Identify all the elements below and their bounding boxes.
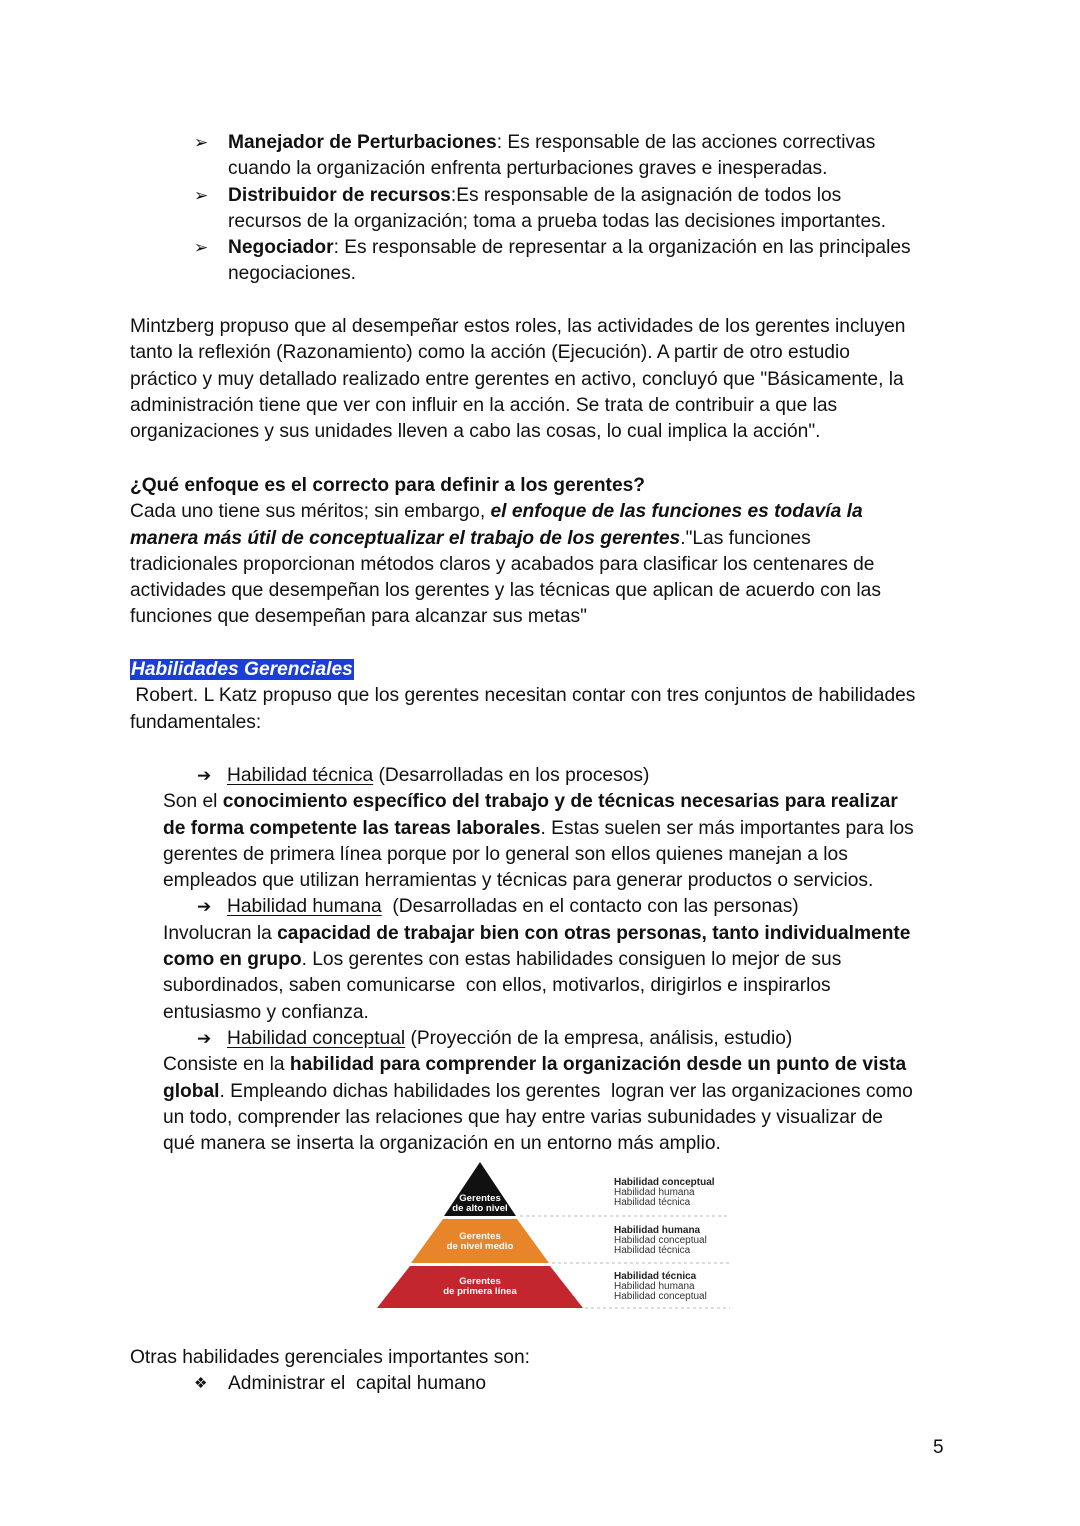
list-item	[130, 235, 980, 288]
plain-text: Consiste en la	[163, 1054, 290, 1076]
role-text: Es responsable de la asignación de todos los	[456, 184, 842, 206]
text-line: Robert. L Katz propuso que los gerentes necesitan contar con tres conjuntos de habilidades	[130, 685, 916, 707]
skill-name: Habilidad técnica	[227, 765, 374, 786]
tier-label: de primera línea	[443, 1286, 517, 1297]
text-line: entusiasmo y confianza.	[163, 1001, 369, 1023]
skill-note: (Desarrolladas en el contacto con las personas)	[381, 896, 799, 918]
text-line: tradicionales proporcionan métodos claros y acabados para clasificar los centenares de	[130, 553, 875, 575]
arrowhead-bullet-icon: ➢	[194, 185, 209, 205]
bold-text: de forma competente las tareas laborales	[163, 817, 541, 839]
arrowhead-bullet-icon: ➢	[194, 133, 209, 152]
text-line: fundamentales:	[130, 711, 262, 733]
text-line: Otras habilidades gerenciales importantes son:	[130, 1347, 530, 1368]
skills-list	[163, 763, 993, 1157]
skill-name: Habilidad humana	[227, 896, 382, 918]
plain-text: ."Las funciones	[680, 527, 811, 549]
text-line	[163, 921, 993, 947]
roles-list	[130, 130, 980, 288]
text-line: actividades que desempeñan los gerentes y las técnicas que aplican de acuerdo con las	[130, 580, 881, 602]
skill-priority-label: Habilidad humana	[614, 1281, 695, 1292]
highlighted-heading: Habilidades Gerenciales	[131, 659, 353, 680]
skill-priority-label: Habilidad conceptual	[614, 1291, 707, 1302]
list-item	[130, 130, 980, 183]
text-line: organizaciones y sus unidades lleven a cabo las cosas, lo cual implica la acción".	[130, 421, 821, 443]
emphasis-text: manera más útil de conceptualizar el trabajo de los gerentes	[130, 527, 681, 549]
text-line: tanto la reflexión (Razonamiento) como la acción (Ejecución). A partir de otro estudio	[130, 342, 850, 364]
text-line	[130, 499, 1000, 525]
plain-text: Involucran la	[163, 922, 278, 944]
role-text: cuando la organización enfrenta perturbaciones graves e inesperadas.	[228, 158, 828, 180]
text-line	[163, 1079, 993, 1105]
role-text: recursos de la organización; toma a prueba todas las decisiones importantes.	[228, 210, 887, 232]
text-line: gerentes de primera línea porque por lo general son ellos quienes manejan a los	[163, 843, 848, 865]
habilidades-section	[130, 657, 1000, 736]
list-item-text: Administrar el capital humano	[228, 1373, 487, 1395]
skill-note: (Proyección de la empresa, análisis, estudio)	[405, 1027, 793, 1049]
section-question	[130, 473, 1000, 499]
role-separator: :	[496, 132, 508, 153]
plain-text: . Los gerentes con estas habilidades consiguen lo mejor de sus	[301, 949, 842, 971]
text-line: qué manera se inserta la organización en un entorno más amplio.	[163, 1133, 721, 1155]
text-line: práctico y muy detallado realizado entre gerentes en activo, concluyó que "Básicamente, la	[130, 368, 904, 390]
skill-priority-label: Habilidad conceptual	[614, 1235, 707, 1246]
text-line: administración tiene que ver con influir en la acción. Se trata de contribuir a que las	[130, 394, 838, 416]
question-text: ¿Qué enfoque es el correcto para definir a los gerentes?	[130, 475, 646, 496]
page-number: 5	[933, 1437, 944, 1458]
mintzberg-paragraph	[130, 314, 1000, 445]
bold-text: global	[163, 1080, 220, 1102]
plain-text: Cada uno tiene sus méritos; sin embargo,	[130, 501, 491, 523]
text-line	[163, 789, 993, 815]
role-term: Manejador de Perturbaciones	[228, 132, 497, 153]
bold-text: capacidad de trabajar bien con otras personas, tanto individualmente	[277, 922, 911, 944]
role-text: negociaciones.	[228, 263, 357, 285]
skill-heading	[163, 1026, 993, 1052]
role-term: Distribuidor de recursos	[228, 184, 451, 206]
right-arrow-icon: ➔	[197, 766, 212, 785]
skills-pyramid-diagram	[370, 1158, 735, 1314]
skill-priority-label: Habilidad técnica	[614, 1245, 691, 1256]
bold-text: conocimiento específico del trabajo y de técnicas necesarias para realizar	[222, 791, 898, 813]
plain-text: . Estas suelen ser más importantes para los	[540, 817, 914, 839]
right-arrow-icon: ➔	[197, 1028, 212, 1048]
section-heading	[130, 657, 1000, 683]
role-term: Negociador	[228, 237, 334, 259]
plain-text: . Empleando dichas habilidades los gerentes logran ver las organizaciones como	[219, 1080, 913, 1102]
skill-priority-label: Habilidad técnica	[614, 1271, 697, 1282]
text-line	[163, 1052, 993, 1078]
right-arrow-icon: ➔	[197, 897, 212, 917]
text-line	[163, 947, 993, 973]
text-line: funciones que desempeñan para alcanzar sus metas"	[130, 606, 587, 628]
tier-label: Gerentes	[459, 1276, 501, 1287]
plain-text: Son el	[163, 791, 223, 813]
text-line: subordinados, saben comunicarse con ellos, motivarlos, dirigirlos e inspirarlos	[163, 975, 831, 997]
skill-priority-label: Habilidad humana	[614, 1187, 695, 1198]
role-separator: :	[333, 237, 345, 259]
role-separator: :	[450, 184, 457, 206]
skill-heading	[163, 763, 993, 789]
text-line: un todo, comprender las relaciones que hay entre varias subunidades y visualizar de	[163, 1106, 883, 1128]
skill-priority-label: Habilidad técnica	[614, 1197, 691, 1208]
skill-heading	[163, 894, 993, 920]
tier-label: Gerentes	[459, 1231, 501, 1242]
list-item	[130, 183, 980, 236]
skill-note: (Desarrolladas en los procesos)	[373, 765, 650, 786]
otras-section	[130, 1345, 1000, 1398]
emphasis-text: el enfoque de las funciones es todavía la	[490, 501, 863, 523]
diamond-bullet-icon: ❖	[194, 1375, 208, 1393]
skill-priority-label: Habilidad humana	[614, 1225, 701, 1236]
skill-name: Habilidad conceptual	[227, 1027, 406, 1049]
text-line	[130, 526, 1000, 552]
arrowhead-bullet-icon: ➢	[194, 238, 209, 258]
list-item	[130, 1371, 1000, 1397]
bold-text: habilidad para comprender la organización desde un punto de vista	[289, 1054, 907, 1076]
bold-text: como en grupo	[163, 949, 302, 971]
skill-priority-label: Habilidad conceptual	[614, 1177, 715, 1188]
text-line: Mintzberg propuso que al desempeñar estos roles, las actividades de los gerentes incluyen	[130, 316, 906, 337]
text-line: empleados que utilizan herramientas y técnicas para generar productos o servicios.	[163, 870, 874, 892]
enfoque-section	[130, 473, 1000, 631]
tier-label: de nivel medio	[446, 1241, 514, 1252]
tier-label: Gerentes	[459, 1193, 501, 1204]
role-text: Es responsable de representar a la organización en las principales	[344, 237, 911, 259]
tier-label: de alto nivel	[452, 1203, 508, 1214]
text-line	[163, 816, 993, 842]
role-text: Es responsable de las acciones correctivas	[507, 132, 876, 153]
